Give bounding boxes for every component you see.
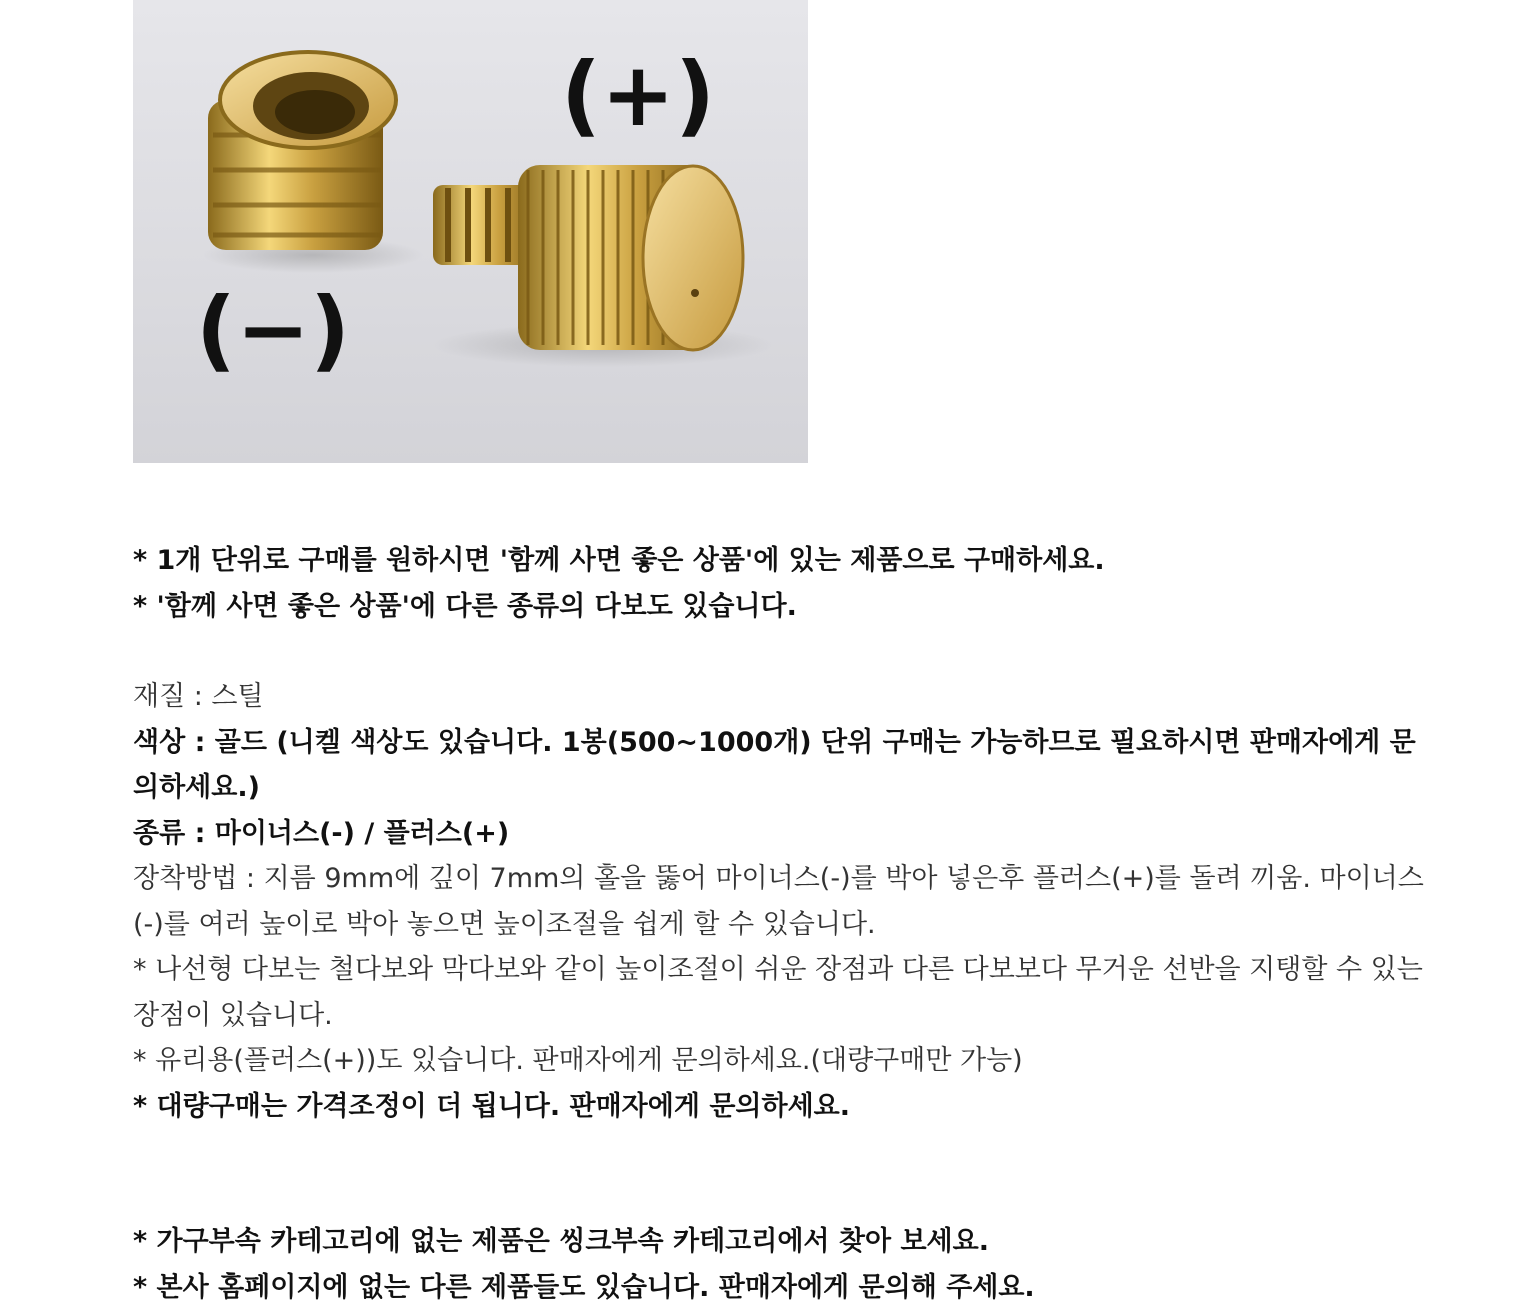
spacer [133, 1129, 1433, 1219]
note-glass: * 유리용(플러스(+))도 있습니다. 판매자에게 문의하세요.(대량구매만 가능) [133, 1045, 1023, 1076]
spec-install: 장착방법 : 지름 9mm에 깊이 7mm의 홀을 뚫어 마이너스(-)를 박아 넣은후 플러스(+)를 돌려 끼움. 마이너스(-)를 여러 높이로 박아 놓으면 높이조절을 쉽게 할 수 있습니다. [133, 863, 1424, 940]
spec-material: 재질 : 스틸 [133, 681, 264, 712]
product-description [133, 538, 1433, 1310]
note-bulk: * 대량구매는 가격조정이 더 됩니다. 판매자에게 문의하세요. [133, 1090, 850, 1122]
note-sink-category: * 가구부속 카테고리에 없는 제품은 씽크부속 카테고리에서 찾아 보세요. [133, 1226, 989, 1257]
minus-label: (−) [195, 278, 351, 381]
note-single-unit: * 1개 단위로 구매를 원하시면 '함께 사면 좋은 상품'에 있는 제품으로 구매하세요. [133, 545, 1105, 576]
note-other-types: * '함께 사면 좋은 상품'에 다른 종류의 다보도 있습니다. [133, 590, 797, 622]
note-spiral: * 나선형 다보는 철다보와 막다보와 같이 높이조절이 쉬운 장점과 다른 다보보다 무거운 선반을 지탱할 수 있는 장점이 있습니다. [133, 954, 1423, 1031]
plus-label: (+) [560, 43, 716, 146]
note-contact-seller: * 본사 홈페이지에 없는 다른 제품들도 있습니다. 판매자에게 문의해 주세요. [133, 1271, 1035, 1303]
spacer [133, 629, 1433, 674]
spec-type: 종류 : 마이너스(-) / 플러스(+) [133, 817, 510, 849]
product-photo [133, 0, 808, 463]
spec-color: 색상 : 골드 (니켈 색상도 있습니다. 1봉(500~1000개) 단위 구매는 가능하므로 필요하시면 판매자에게 문의하세요.) [133, 726, 1416, 803]
